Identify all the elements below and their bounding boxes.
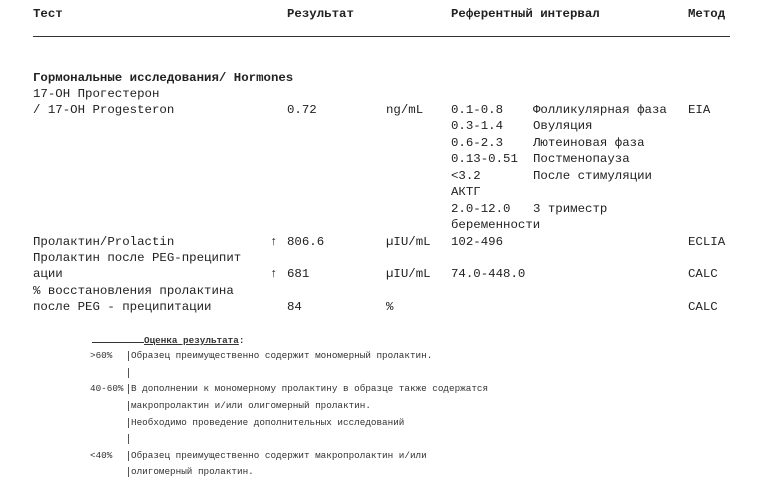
test-name: ации (33, 267, 63, 281)
header-divider (33, 36, 730, 37)
test-name: Пролактин после PEG-преципит (33, 251, 242, 265)
column-header-reference: Референтный интервал (451, 7, 600, 21)
result-value: 806.6 (287, 235, 325, 249)
high-flag-icon: ↑ (270, 235, 278, 249)
reference-range: 74.0-448.0 (451, 267, 526, 281)
reference-range: 0.3-1.4 (451, 119, 504, 133)
evaluation-text: макропролактин и/или олигомерный пролактин. (131, 400, 371, 411)
reference-description: Лютеиновая фаза (533, 136, 645, 150)
high-flag-icon: ↑ (270, 267, 278, 281)
test-name: после PEG - преципитации (33, 300, 212, 314)
method: CALC (688, 300, 718, 314)
result-value: 84 (287, 300, 302, 314)
reference-range: 0.13-0.51 (451, 152, 518, 166)
method: EIA (688, 103, 711, 117)
separator-bar (128, 434, 129, 444)
column-header-test: Тест (33, 7, 63, 21)
separator-bar (128, 368, 129, 378)
result-unit: µIU/mL (386, 267, 431, 281)
reference-description: Овуляция (533, 119, 593, 133)
test-name: Пролактин/Prolactin (33, 235, 175, 249)
separator-bar (128, 467, 129, 477)
evaluation-range: >60% (90, 350, 113, 361)
reference-range: беременности (451, 218, 541, 232)
evaluation-range: 40-60% (90, 383, 124, 394)
evaluation-text: Необходимо проведение дополнительных исследований (131, 417, 405, 428)
evaluation-text: Образец преимущественно содержит мономерный пролактин. (131, 350, 433, 361)
separator-bar (128, 451, 129, 461)
column-header-result: Результат (287, 7, 354, 21)
method: CALC (688, 267, 718, 281)
reference-range: 102-496 (451, 235, 504, 249)
result-unit: ng/mL (386, 103, 424, 117)
section-title: Гормональные исследования/ Hormones (33, 71, 294, 85)
result-unit: % (386, 300, 394, 314)
evaluation-range: <40% (90, 450, 113, 461)
reference-description: После стимуляции (533, 169, 652, 183)
separator-bar (128, 351, 129, 361)
reference-description: 3 триместр (533, 202, 608, 216)
test-name: 17-ОН Прогестерон (33, 87, 160, 101)
evaluation-title: Оценка результата: (92, 335, 244, 347)
result-value: 681 (287, 267, 310, 281)
test-name: % восстановления пролактина (33, 284, 234, 298)
reference-range: 0.6-2.3 (451, 136, 504, 150)
reference-range: 2.0-12.0 (451, 202, 511, 216)
evaluation-text: олигомерный пролактин. (131, 466, 254, 477)
separator-bar (128, 401, 129, 411)
reference-description: Постменопауза (533, 152, 630, 166)
reference-range: 0.1-0.8 (451, 103, 504, 117)
separator-bar (128, 418, 129, 428)
test-name: / 17-OH Progesteron (33, 103, 175, 117)
result-value: 0.72 (287, 103, 317, 117)
evaluation-text: Образец преимущественно содержит макропролактин и/или (131, 450, 427, 461)
method: ECLIA (688, 235, 726, 249)
reference-description: Фолликулярная фаза (533, 103, 667, 117)
evaluation-text: В дополнении к мономерному пролактину в образце также содержатся (131, 383, 489, 394)
reference-range: АКТГ (451, 185, 481, 199)
column-header-method: Метод (688, 7, 726, 21)
reference-range: <3.2 (451, 169, 481, 183)
result-unit: µIU/mL (386, 235, 431, 249)
separator-bar (128, 384, 129, 394)
